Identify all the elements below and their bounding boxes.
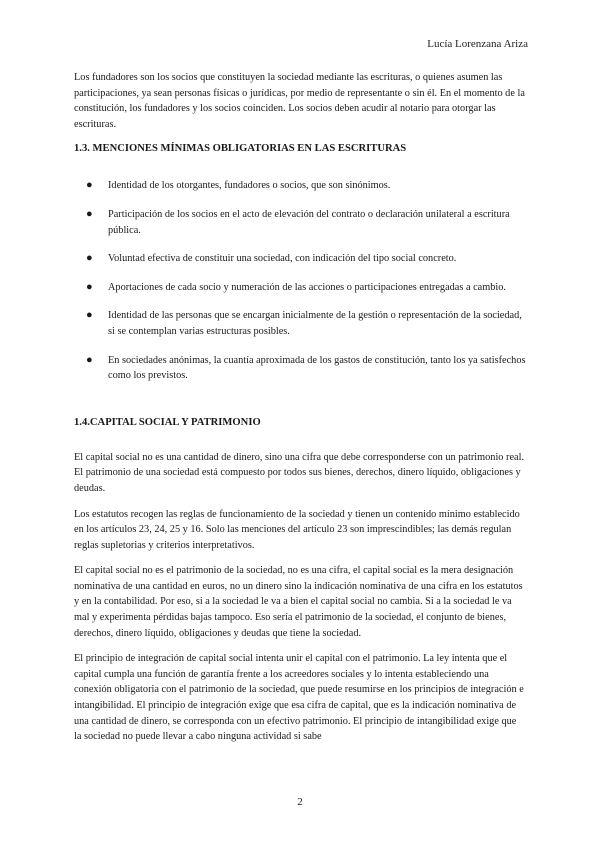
bullet-icon: ● [86,353,93,366]
page-header-author: Lucía Lorenzana Ariza [427,38,528,50]
list-item: ● Identidad de las personas que se encargan inicialmente de la gestión o representación de la sociedad, si se contemplan varias estructuras posibles. [86,309,522,337]
list-item: ● Voluntad efectiva de constituir una sociedad, con indicación del tipo social concreto. [74,251,526,267]
menciones-list [74,178,526,383]
capital-paragraph: Los estatutos recogen las reglas de funcionamiento de la sociedad y tienen un contenido mínimo establecido en los artículos 23, 24, 25 y 16. Solo las menciones del artículo 23 son imprescindibles; las demás regulan reglas supletorias y criterios interpretativos. [74,508,520,551]
list-item: ● En sociedades anónimas, la cuantía aproximada de los gastos de constitución, tanto los ya satisfechos como los previstos. [86,353,526,382]
bullet-icon: ● [86,179,93,192]
list-item: ● Aportaciones de cada socio y numeración de las acciones o participaciones entregadas a cambio. [74,280,526,296]
list-item: ● Identidad de los otorgantes, fundadores o socios, que son sinónimos. [74,178,526,194]
page-number: 2 [297,796,303,808]
capital-paragraph: El principio de integración de capital social intenta unir el capital con el patrimonio. La ley intenta que el capital cumpla una función de garantía frente a los acreedores sociales y lo intenta estableciendo una conexión obligatoria con el patrimonio de la sociedad, que puede resumirse en los principios de integración e intangibilidad. El principio de integración exige que esa cifra de capital, que es la indicación nominativa de una cantidad de dinero, se corresponda con un efectivo patrimonio. El principio de intangibilidad exige que la sociedad no puede llevar a cabo ninguna actividad si sabe [74,653,524,743]
list-item: ● Participación de los socios en el acto de elevación del contrato o declaración unilateral a escritura pública. [86,207,510,236]
capital-paragraph: El capital social no es el patrimonio de la sociedad, no es una cifra, el capital social es la mera designación nominativa de una cantidad en euros, no un dinero sino la indicación nominativa de una cifra en los estatutos y en la contabilidad. Por eso, si a la sociedad le va a bien el capital social no cambia. Si a la sociedad le va mal y experimenta pérdidas bajas tampoco. Eso sería el patrimonio de la sociedad, el conjunto de bienes, derechos, dinero líquido, obligaciones y deudas que tiene la sociedad. [74,565,523,639]
bullet-icon: ● [86,252,93,265]
page-content [74,70,526,755]
intro-paragraph: Los fundadores son los socios que constituyen la sociedad mediante las escrituras, o quienes asumen las participaciones, ya sean personas físicas o jurídicas, por medio de representante o sin él. En el momento de la constitución, los fundadores y los socios coinciden. Los socios deben acudir al notario para otorgar las escrituras. [74,72,525,130]
capital-paragraph: El capital social no es una cantidad de dinero, sino una cifra que debe corresponderse con un patrimonio real. El patrimonio de una sociedad está compuesto por todos sus bienes, derechos, dinero líquido, obligaciones y deudas. [74,451,525,494]
section-heading-menciones: 1.3. MENCIONES MÍNIMAS OBLIGATORIAS EN LAS ESCRITURAS [74,143,407,155]
bullet-icon: ● [86,309,93,322]
bullet-icon: ● [86,207,93,220]
section-heading-capital: 1.4.CAPITAL SOCIAL Y PATRIMONIO [74,416,261,428]
bullet-icon: ● [86,280,93,293]
